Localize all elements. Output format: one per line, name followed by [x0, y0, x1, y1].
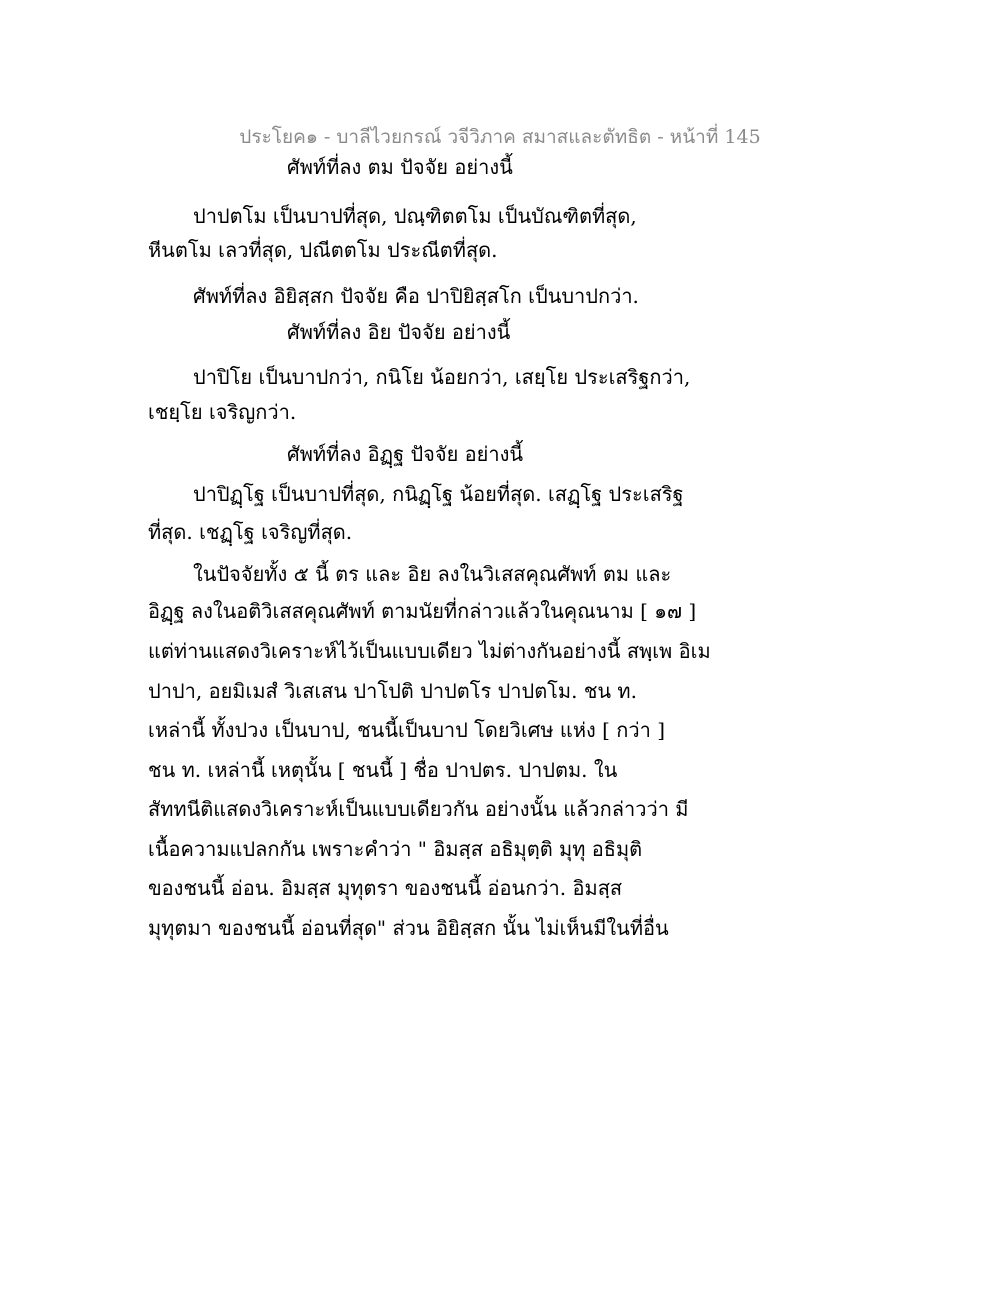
body-line: อิฏฺฐ ลงในอติวิเสสคุณศัพท์ ตามนัยที่กล่าวแล้วในคุณนาม [ ๑๗ ] [148, 599, 697, 623]
body-line: ปาปิโย เป็นบาปกว่า, กนิโย น้อยกว่า, เสยฺโย ประเสริฐกว่า, [193, 365, 691, 389]
body-line: ชน ท. เหล่านี้ เหตุนั้น [ ชนนี้ ] ชื่อ ปาปตร. ปาปตม. ใน [148, 758, 618, 782]
body-line: เชยฺโย เจริญกว่า. [148, 400, 297, 424]
body-line: แต่ท่านแสดงวิเคราะห์ไว้เป็นแบบเดียว ไม่ต่างกันอย่างนี้ สพฺเพ อิเม [148, 639, 711, 663]
section-heading-tama: ศัพท์ที่ลง ตม ปัจจัย อย่างนี้ [287, 155, 513, 179]
section-heading-iya: ศัพท์ที่ลง อิย ปัจจัย อย่างนี้ [287, 320, 511, 344]
body-line: สัททนีติแสดงวิเคราะห์เป็นแบบเดียวกัน อย่างนั้น แล้วกล่าวว่า มี [148, 797, 689, 821]
body-line: มุทุตมา ของชนนี้ อ่อนที่สุด" ส่วน อิยิสฺสก นั้น ไม่เห็นมีในที่อื่น [148, 916, 669, 940]
body-line: ของชนนี้ อ่อน. อิมสฺส มุทุตรา ของชนนี้ อ่อนกว่า. อิมสฺส [148, 876, 623, 900]
body-line: ในปัจจัยทั้ง ๕ นี้ ตร และ อิย ลงในวิเสสคุณศัพท์ ตม และ [193, 562, 672, 586]
body-line: หีนตโม เลวที่สุด, ปณีตตโม ประณีตที่สุด. [148, 238, 498, 262]
body-line: ศัพท์ที่ลง อิยิสฺสก ปัจจัย คือ ปาปิยิสฺสโก เป็นบาปกว่า. [193, 284, 639, 308]
body-line: เนื้อความแปลกกัน เพราะคำว่า " อิมสฺส อธิมุตฺติ มุทุ อธิมุติ [148, 837, 643, 861]
body-line: ปาปตโม เป็นบาปที่สุด, ปณฺฑิตตโม เป็นบัณฑิตที่สุด, [193, 204, 637, 228]
body-line: ปาปา, อยมิเมสํ วิเสเสน ปาโปติ ปาปตโร ปาปตโม. ชน ท. [148, 679, 637, 703]
body-line: ที่สุด. เชฏฺโฐ เจริญที่สุด. [148, 520, 353, 544]
section-heading-ittha: ศัพท์ที่ลง อิฏฺฐ ปัจจัย อย่างนี้ [287, 442, 524, 466]
body-line: เหล่านี้ ทั้งปวง เป็นบาป, ชนนี้เป็นบาป โดยวิเศษ แห่ง [ กว่า ] [148, 718, 666, 742]
body-line: ปาปิฏฺโฐ เป็นบาปที่สุด, กนิฏฺโฐ น้อยที่สุด. เสฏฺโฐ ประเสริฐ [193, 482, 684, 506]
page-header: ประโยค๑ - บาลีไวยกรณ์ วจีวิภาค สมาสและตัทธิต - หน้าที่ 145 [239, 126, 761, 148]
